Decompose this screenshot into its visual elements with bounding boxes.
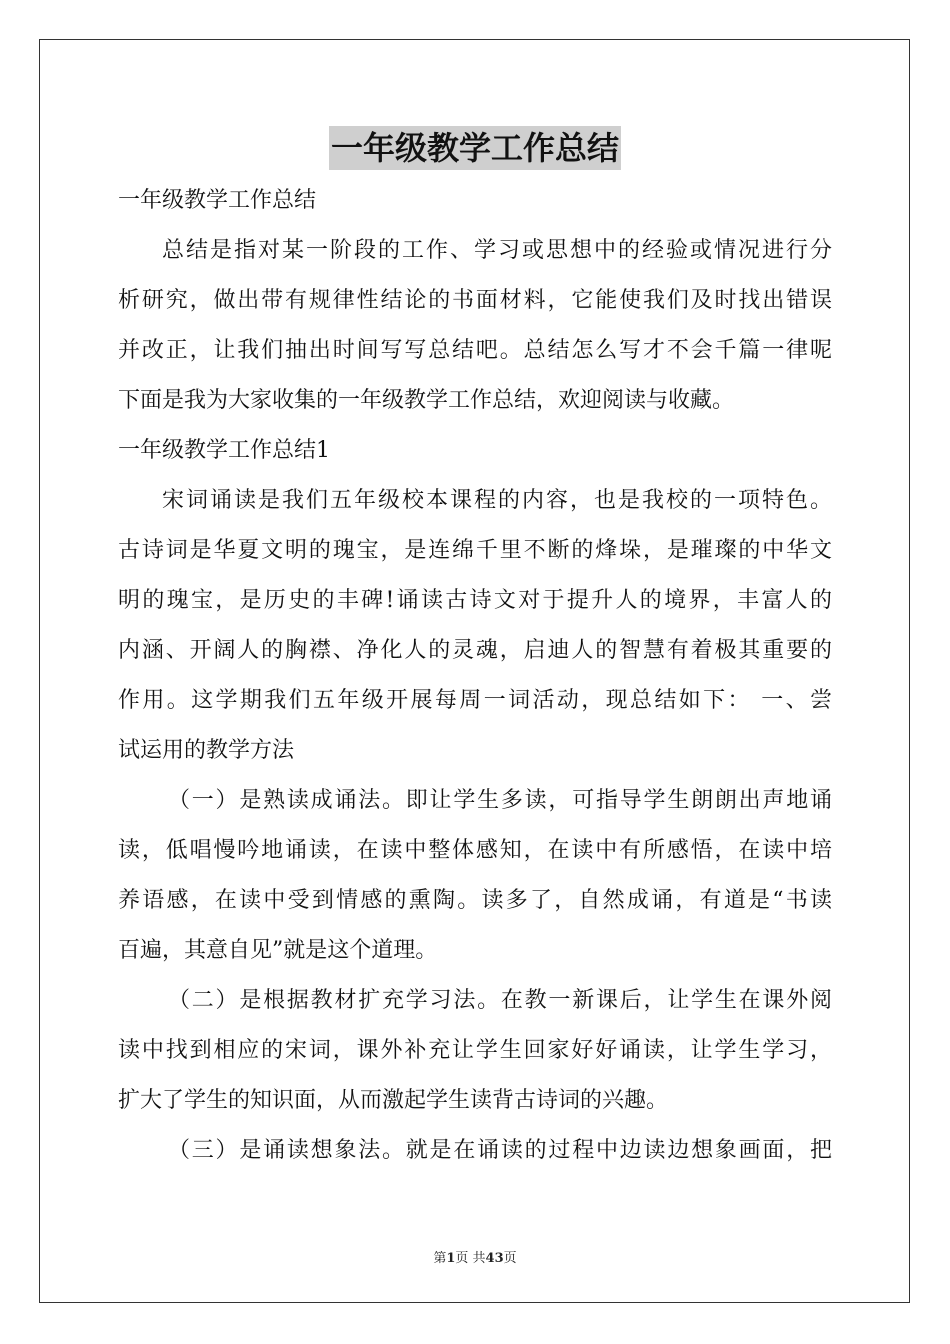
body-line: 明的瑰宝，是历史的丰碑!诵读古诗文对于提升人的境界，丰富人的: [118, 588, 832, 613]
document-title: 一年级教学工作总结: [329, 126, 621, 170]
body-line: 百遍，其意自见”就是这个道理。: [118, 938, 438, 963]
section-heading: 一年级教学工作总结1: [118, 438, 330, 463]
body-line: 宋词诵读是我们五年级校本课程的内容，也是我校的一项特色。: [162, 488, 832, 513]
body-line: 读，低唱慢吟地诵读，在读中整体感知，在读中有所感悟，在读中培: [118, 838, 832, 863]
page-footer: [0, 1247, 950, 1266]
intro-line: 下面是我为大家收集的一年级教学工作总结，欢迎阅读与收藏。: [118, 388, 735, 413]
footer-page-total: 43: [485, 1251, 504, 1266]
body-line: 养语感，在读中受到情感的熏陶。读多了，自然成诵，有道是“书读: [118, 888, 832, 913]
body-line: 扩大了学生的知识面，从而激起学生读背古诗词的兴趣。: [118, 1088, 669, 1113]
body-line: （三）是诵读想象法。就是在诵读的过程中边读边想象画面，把: [168, 1138, 832, 1163]
footer-page-number: 1: [446, 1251, 456, 1266]
intro-line: 总结是指对某一阶段的工作、学习或思想中的经验或情况进行分: [162, 238, 832, 263]
body-line: 内涵、开阔人的胸襟、净化人的灵魂，启迪人的智慧有着极其重要的: [118, 638, 832, 663]
body-line: 作用。这学期我们五年级开展每周一词活动，现总结如下： 一、尝: [118, 688, 832, 713]
body-line: （二）是根据教材扩充学习法。在教一新课后，让学生在课外阅: [168, 988, 832, 1013]
body-line: （一）是熟读成诵法。即让学生多读，可指导学生朗朗出声地诵: [168, 788, 832, 813]
intro-line: 并改正，让我们抽出时间写写总结吧。总结怎么写才不会千篇一律呢: [118, 338, 832, 363]
footer-prefix: 第: [433, 1251, 447, 1266]
body-line: 古诗词是华夏文明的瑰宝，是连绵千里不断的烽垛，是璀璨的中华文: [118, 538, 832, 563]
body-line: 读中找到相应的宋词，课外补充让学生回家好好诵读，让学生学习，: [118, 1038, 832, 1063]
title-container: [0, 126, 950, 170]
subtitle: 一年级教学工作总结: [118, 188, 317, 213]
footer-mid: 页 共: [455, 1251, 486, 1266]
footer-suffix: 页: [503, 1251, 517, 1266]
document-body: [118, 176, 832, 1176]
intro-line: 析研究，做出带有规律性结论的书面材料，它能使我们及时找出错误: [118, 288, 832, 313]
body-line: 试运用的教学方法: [118, 738, 295, 763]
